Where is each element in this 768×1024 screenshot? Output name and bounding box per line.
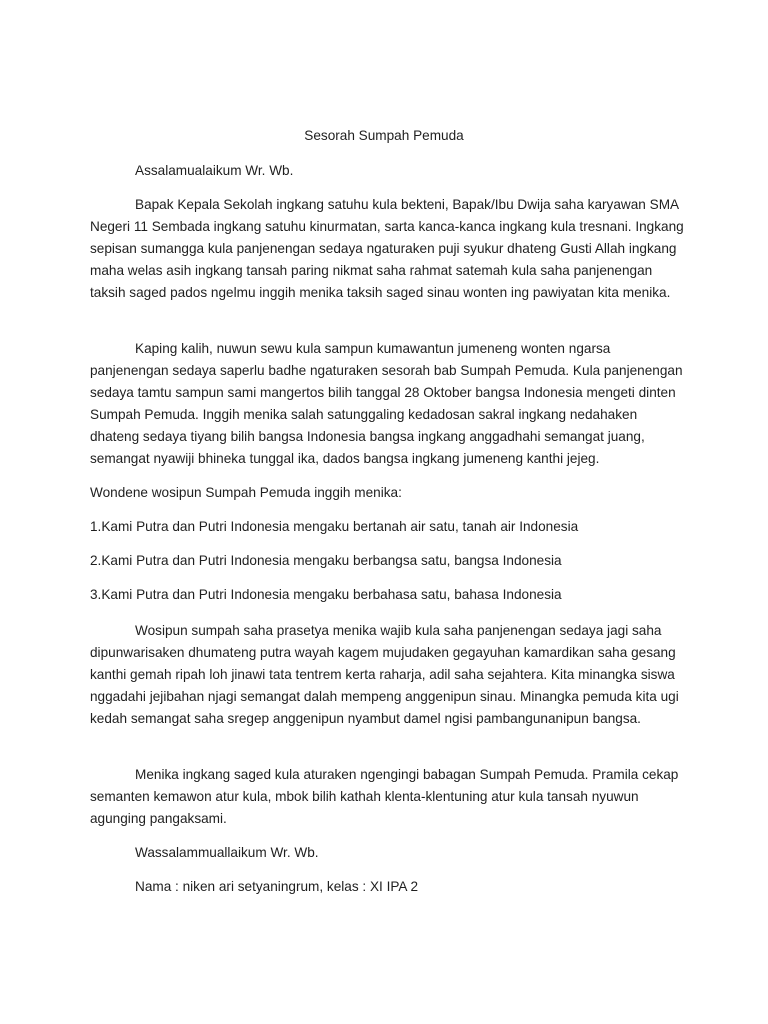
- oath-intro: Wondene wosipun Sumpah Pemuda inggih menika:: [90, 485, 402, 500]
- oath-item-1: 1.Kami Putra dan Putri Indonesia mengaku bertanah air satu, tanah air Indonesia: [90, 519, 579, 534]
- signature: Nama : niken ari setyaningrum, kelas : XI IPA 2: [135, 879, 419, 894]
- oath-item-2: 2.Kami Putra dan Putri Indonesia mengaku berbangsa satu, bangsa Indonesia: [90, 553, 562, 568]
- paragraph-4: Menika ingkang saged kula aturaken ngengingi babagan Sumpah Pemuda. Pramila cekap semanten kemawon atur kula, mbok bilih kathah klenta-klentuning atur kula tansah nyuwun agunging pangaksami.: [90, 767, 679, 826]
- oath-item-3: 3.Kami Putra dan Putri Indonesia mengaku berbahasa satu, bahasa Indonesia: [90, 587, 562, 602]
- paragraph-3: Wosipun sumpah saha prasetya menika wajib kula saha panjenengan sedaya jagi saha dipunwarisaken dhumateng putra wayah kagem mujudaken gegayuhan kamardikan saha gesang kanthi gemah ripah loh jinawi tata tentrem kerta raharja, adil saha sejahtera. Kita minangka siswa nggadahi jejibahan njagi semangat dalah mempeng anggenipun sinau. Minangka pemuda kita ugi kedah semangat saha sregep anggenipun nyambut damel ngisi pambangunanipun bangsa.: [90, 623, 679, 726]
- greeting: Assalamualaikum Wr. Wb.: [135, 163, 294, 178]
- document-title: Sesorah Sumpah Pemuda: [304, 128, 464, 143]
- closing: Wassalammuallaikum Wr. Wb.: [135, 845, 319, 860]
- paragraph-2: Kaping kalih, nuwun sewu kula sampun kumawantun jumeneng wonten ngarsa panjenengan sedaya saperlu badhe ngaturaken sesorah bab Sumpah Pemuda. Kula panjenengan sedaya tamtu sampun sami mangertos bilih tanggal 28 Oktober bangsa Indonesia mengeti dinten Sumpah Pemuda. Inggih menika salah satunggaling kedadosan sakral ingkang nedahaken dhateng sedaya tiyang bilih bangsa Indonesia bangsa ingkang anggadhahi semangat juang, semangat nyawiji bhineka tunggal ika, dados bangsa ingkang jumeneng kanthi jejeg.: [90, 341, 683, 466]
- paragraph-1: Bapak Kepala Sekolah ingkang satuhu kula bekteni, Bapak/Ibu Dwija saha karyawan SMA Negeri 11 Sembada ingkang satuhu kinurmatan, sarta kanca-kanca ingkang kula tresnani. Ingkang sepisan sumangga kula panjenengan sedaya ngaturaken puji syukur dhateng Gusti Allah ingkang maha welas asih ingkang tansah paring nikmat saha rahmat satemah kula saha panjenengan taksih saged pados ngelmu inggih menika taksih saged sinau wonten ing pawiyatan kita menika.: [90, 197, 684, 300]
